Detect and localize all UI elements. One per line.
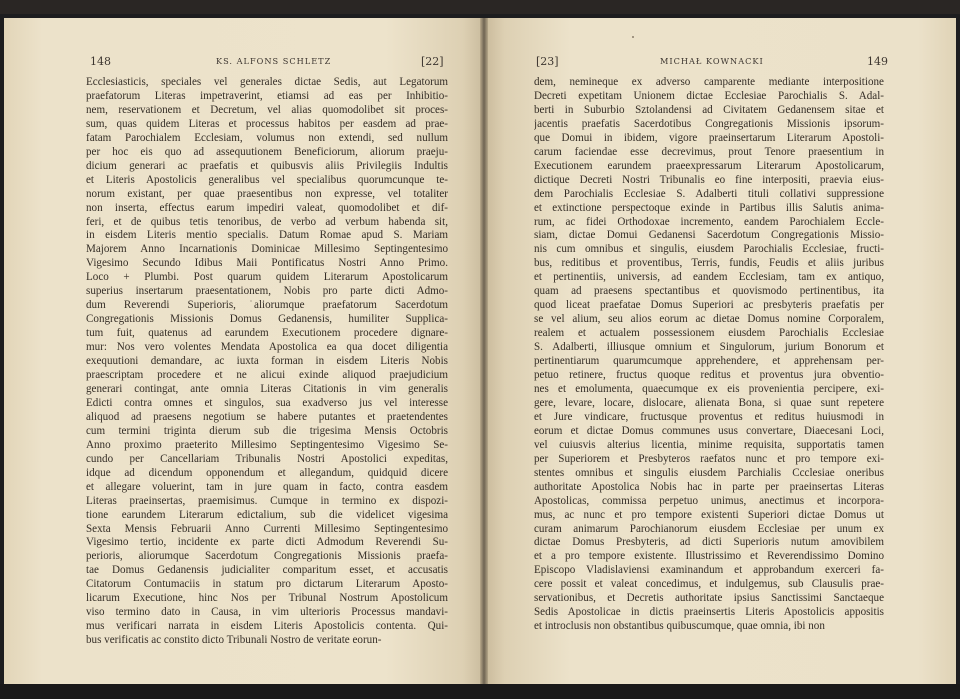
text-line: tae Domus Gedanensis judicialiter comparitum esset, et accusatis [86,564,448,577]
text-line: feri, et de quibus tetis tenoribus, de verbo ad verbum habenda sit, [86,215,448,228]
text-line: tione earundem Literarum edictalium, sub die videlicet vigesima [86,508,448,521]
text-line: se vel alium, seu alios eorum ac dietae Domus nomine Corporalem, [534,313,884,326]
text-line: in eisdem Literis mentio specialis. Datum Romae apud S. Mariam [86,229,448,242]
text-line: eorum et dictae Domus communes usus convertare, Diaecesani Loci, [534,424,884,437]
text-line: dictique Decreti Nostri Tribunalis eo fine interpositi, praevia eius- [534,173,884,186]
text-line: authoritate Apostolica Nobis hac in parte per praeinsertas Literas [534,480,884,493]
text-line: norum existant, per quae praesentibus non expresse, vel totaliter [86,187,448,200]
text-line: realem et actualem possessionem eiusdem Parochialis Ecclesiae [534,327,884,340]
text-line: et extinctione perspectoque exinde in Partibus illis Salutis anima- [534,201,884,214]
text-line: cundo per Cancellariam Tribunalis Nostri Apostolici expeditas, [86,452,448,465]
text-line: gere, levare, locare, dislocare, alienata Bona, si quae sunt repetere [534,396,884,409]
text-line: mus verificari narrata in eisdem Literis Apostolicis contenta. Qui- [86,620,448,633]
text-line: Anno proximo praeterito Millesimo Septingentesimo Vigesimo Se- [86,438,448,451]
text-line: cere possit et valeat concedimus, et indulgemus, sub Clausulis prae- [534,578,884,591]
text-line: Episcopo Vladislaviensi examinandum et approbandum exerceri fa- [534,564,884,577]
text-line: non inserta, effectus earum impediri valeat, quomodolibet et dif- [86,201,448,214]
text-line: siam, dictae Domui Gedanensi Sacerdotum Congregationis Missio- [534,229,884,242]
text-line: carum faciendae esse decrevimus, prout Tenore praesentium in [534,145,884,158]
text-line: dem, nemineque ex adverso camparente mediante interpositione [534,76,884,88]
left-running-head: KS. ALFONS SCHLETZ [216,56,332,66]
text-line: petuo retinere, fructus quoque reditus et proventus jura obventio- [534,369,884,382]
left-page-number: 148 [90,55,111,68]
text-line: stentes omnibus et singulis eiusdem Parchialis Ccclesiae oneribus [534,466,884,479]
text-line: dicium generari ac praefatis et quibusvis aliis Privilegiis Indultis [86,159,448,172]
text-line: Decreti expetitam Unionem dictae Ecclesiae Parochialis S. Adal- [534,89,884,102]
text-line: et introclusis non obstantibus quibuscumque, quae omnia, ibi non [534,620,825,633]
book-bottom-edge [0,684,960,699]
text-line: pertinentiarum quarumcumque apprehendere, et apprehensam per- [534,355,884,368]
right-page-text [534,76,884,634]
text-line: bus, reditibus et proventibus, Terris, fundis, Feudis et aliis juribus [534,257,884,270]
text-line: perioris, aliorumque Sacerdotum Congregationis Missionis praefa- [86,550,448,563]
text-line: bus verificatis ac constito dicto Tribunali Nostro de veritate eorun- [86,634,382,647]
text-line: cum termini triginta dierum sub die trigesima Mensis Octobris [86,424,448,437]
text-line: exequutioni demandare, ac iuxta forman in eisdem Literis Nobis [86,355,448,368]
text-line: et pertinentiis, universis, ad eandem Ecclesiam, tam ex antiquo, [534,271,884,284]
text-line: et Jure vindicare, fructusque proventus et reditus huiusmodi in [534,410,884,423]
text-line: nes et emolumenta, quaecumque ex eis provenientia percipere, exi- [534,382,884,395]
text-line: mur: Nos vero volentes Mendata Apostolica ea qua docet diligentia [86,341,448,354]
text-line: Majorem Anno Incarnationis Dominicae Millesimo Septingentesimo [86,243,448,256]
text-line: quam ad praesens spectantibus et quovismodo pertinentibus, ita [534,285,884,298]
text-line: Literas praeinsertas, praemisimus. Cumque in termino ex dispozi- [86,494,448,507]
text-line: Loco + Plumbi. Post quarum quidem Literarum Apostolicarum [86,271,448,284]
text-line: praefatorum Literas impetraverint, etiamsi ad eas per Inhibitio- [86,89,448,102]
text-line: rum, ac fidei Orthodoxae incremento, eandem Parochialem Eccle- [534,215,884,228]
text-line: Executionem earundem praeexpressarum Literarum Apostolicarum, [534,159,884,172]
text-line: Sedis Apostolicae in dictis praeinsertis Literis Apostolicis appositis [534,606,884,619]
text-line: licarum Executione, hinc Nos per Tribunal Nostrum Apostolicum [86,592,448,605]
text-line: Sexta Mensis Februarii Anno Currenti Millesimo Septingentesimo [86,522,448,535]
paper-speck [250,300,252,302]
book-gutter [480,18,488,684]
text-line: et a pro tempore existente. Illustrissimo et Reverendissimo Domino [534,550,884,563]
text-line: fatam Parochialem Ecclesiam, volumus non extendi, sed nullum [86,131,448,144]
text-line: superius insertarum praesentationem, Nobis pro parte dicti Admo- [86,285,448,298]
text-line: jacentis praefatis Sacerdotibus Congregationis Missionis ipsorum- [534,117,884,130]
text-line: per hoc eis quo ad assequutionem Beneficiorum, aliorum praeju- [86,145,448,158]
text-line: sum, quas quidem Literas et processus habitos per easdem ad prae- [86,117,448,130]
text-line: Edicti contra omnes et singulos, sua exadverso jus vel interesse [86,396,448,409]
text-line: per Superiorem et Presbyteros raefatos nunc et pro tempore exi- [534,452,884,465]
left-page-text [86,76,448,648]
text-line: quod liceat praefatae Domus Superiori ac presbyteris praefatis per [534,299,884,312]
text-line: S. Adalberti, illiusque omnium et Singulorum, jurium Bonorum et [534,341,884,354]
text-line: dum Reverendi Superioris, aliorumque praefatorum Sacerdotum [86,299,448,312]
text-line: aliquod ad praesens negotium se habere putantes et praetendentes [86,410,448,423]
text-line: idque ad dicendum opponendum et allegandum, quidquid dicere [86,466,448,479]
text-line: viso termino dato in Causa, in vim ulterioris Processus mandavi- [86,606,448,619]
text-line: curam animarum Parochianorum eiusdem Ecclesiae per unum ex [534,522,884,535]
text-line: Congregationis Missionis Domus Gedanensis, humiliter Supplica- [86,313,448,326]
text-line: et allegare voluerint, tam in jure quam in facto, contra easdem [86,480,448,493]
text-line: que Domui in ibidem, vigore praeinsertarum Literarum Apostoli- [534,131,884,144]
text-line: generari contingat, ante omnia Literas Citationis in vim generalis [86,382,448,395]
text-line: dem Parochialis Ecclesiae S. Adalberti tituli collativi suppressione [534,187,884,200]
right-running-head: MICHAŁ KOWNACKI [660,56,764,66]
text-line: nis cum omnibus et singulis, eiusdem Parochialis Ecclesiae, fructi- [534,243,884,256]
text-line: dictae Domus Presbyteris, ad dicti Superioris nutum amovibilem [534,536,884,549]
text-line: vel cuiusvis alterius licentia, minime requisita, supportatis tamen [534,438,884,451]
left-section-marker: [22] [421,55,444,68]
text-line: Vigesimo tertio, incidente ex parte dicti Admodum Reverendi Su- [86,536,448,549]
text-line: Citatorum Contumaciis in statum pro dictarum Literarum Aposto- [86,578,448,591]
text-line: servationibus, et Decretis authoritate ipsius Sanctissimi Sanctaeque [534,592,884,605]
book-top-edge [0,0,960,14]
text-line: Vigesimo Secundo Idibus Maii Pontificatus Nostri Anno Primo. [86,257,448,270]
text-line: et Literis Apostolicis generalibus vel specialibus quorumcunque te- [86,173,448,186]
right-section-marker: [23] [536,55,559,68]
text-line: Ecclesiasticis, speciales vel generales dictae Sedis, aut Legatorum [86,76,448,88]
text-line: praescriptam procedere et ne alicui exinde aliquod praejudicium [86,369,448,382]
text-line: berti in Suburbio Sztolandensi ad Civitatem Gedanensem sitae et [534,103,884,116]
paper-speck [632,36,634,38]
text-line: nem, reservationem et Decretum, vel alias quomodolibet sit proces- [86,103,448,116]
text-line: tum fuit, quatenus ad earundem Executionem procedere dignare- [86,327,448,340]
text-line: mus, ac nunc et pro tempore existenti Superiori dictae Domus ut [534,508,884,521]
text-line: Apostolicas, commissa perpetuo unimus, anectimus et incorpora- [534,494,884,507]
right-page-number: 149 [867,55,888,68]
